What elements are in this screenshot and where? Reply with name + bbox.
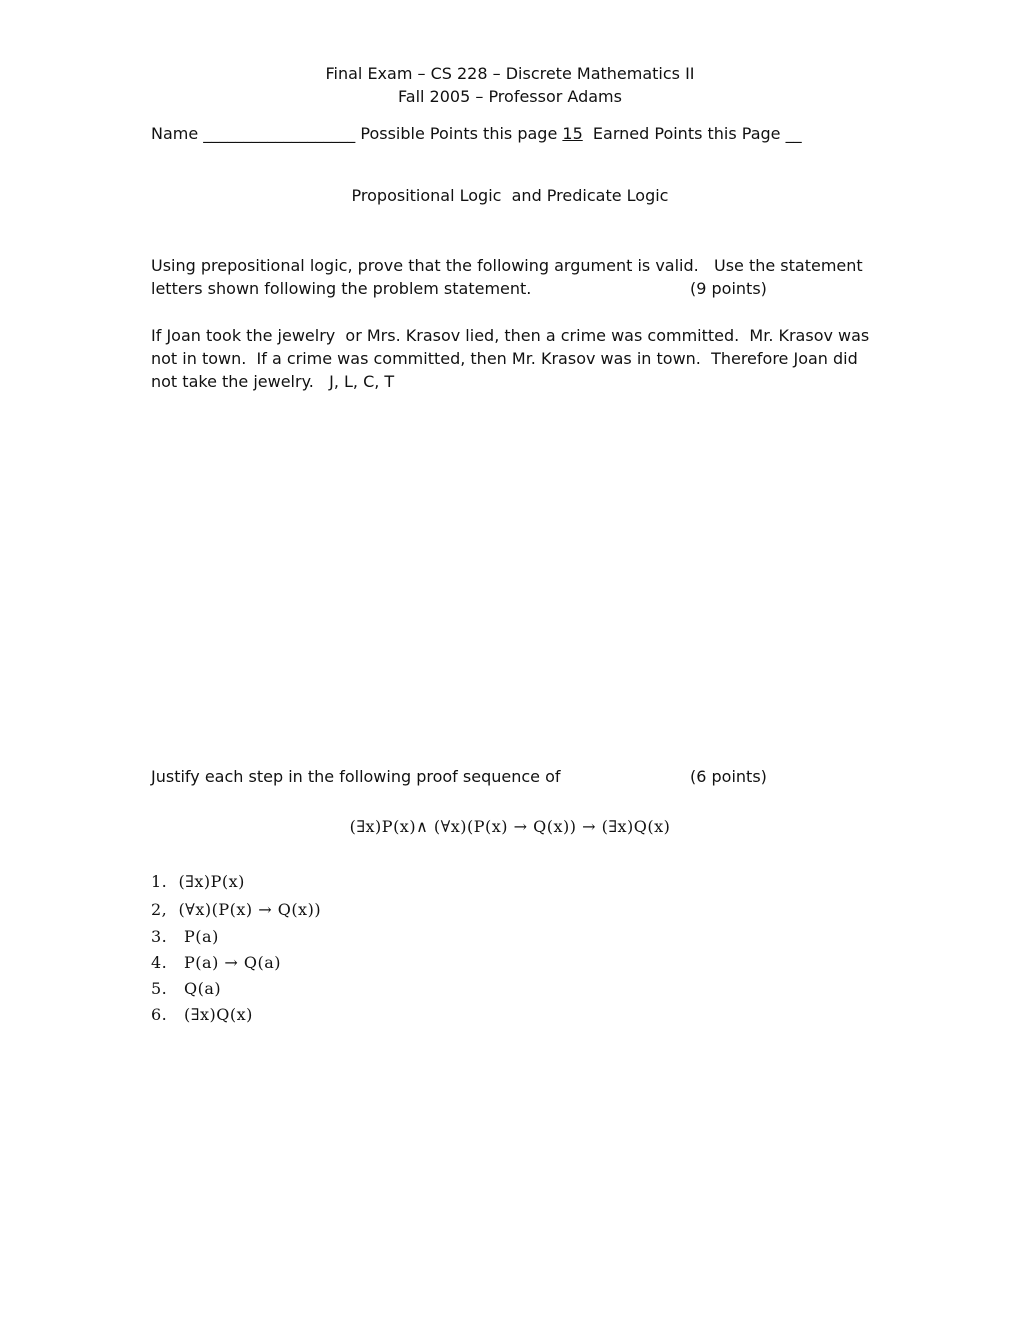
exam-title: Final Exam – CS 228 – Discrete Mathematics II	[325, 64, 695, 83]
proof-formula: (∃x)P(x)∧ (∀x)(P(x) → Q(x)) → (∃x)Q(x)	[349, 817, 671, 836]
earned-points-label: Earned Points this Page	[592, 124, 781, 143]
earned-points-blank: __	[785, 124, 802, 143]
problem1-points: (9 points)	[690, 279, 767, 298]
exam-subtitle: Fall 2005 – Professor Adams	[398, 87, 622, 106]
proof-step: 5. Q(a)	[151, 979, 222, 998]
problem2-instruction: Justify each step in the following proof sequence of	[151, 767, 561, 786]
problem1-instruction-line2: letters shown following the problem statement.	[151, 279, 532, 298]
proof-step: 4. P(a) → Q(a)	[151, 953, 282, 972]
proof-step: 2, (∀x)(P(x) → Q(x))	[151, 900, 322, 919]
name-label: Name	[151, 124, 199, 143]
section-title: Propositional Logic and Predicate Logic	[351, 186, 669, 205]
name-blank: ___________________	[203, 124, 356, 143]
problem1-argument-line3: not take the jewelry. J, L, C, T	[151, 372, 395, 391]
proof-step: 6. (∃x)Q(x)	[151, 1005, 253, 1024]
proof-step: 1. (∃x)P(x)	[151, 872, 245, 891]
proof-step: 3. P(a)	[151, 927, 219, 946]
name-points-line	[151, 122, 802, 145]
problem1-instruction-line1: Using prepositional logic, prove that the following argument is valid. Use the statement	[151, 256, 863, 275]
problem2-points: (6 points)	[690, 767, 767, 786]
problem1-argument-line1: If Joan took the jewelry or Mrs. Krasov lied, then a crime was committed. Mr. Krasov was	[151, 326, 870, 345]
possible-points-label: Possible Points this page	[360, 124, 558, 143]
possible-points-value: 15	[562, 124, 583, 143]
problem1-argument-line2: not in town. If a crime was committed, then Mr. Krasov was in town. Therefore Joan did	[151, 349, 858, 368]
